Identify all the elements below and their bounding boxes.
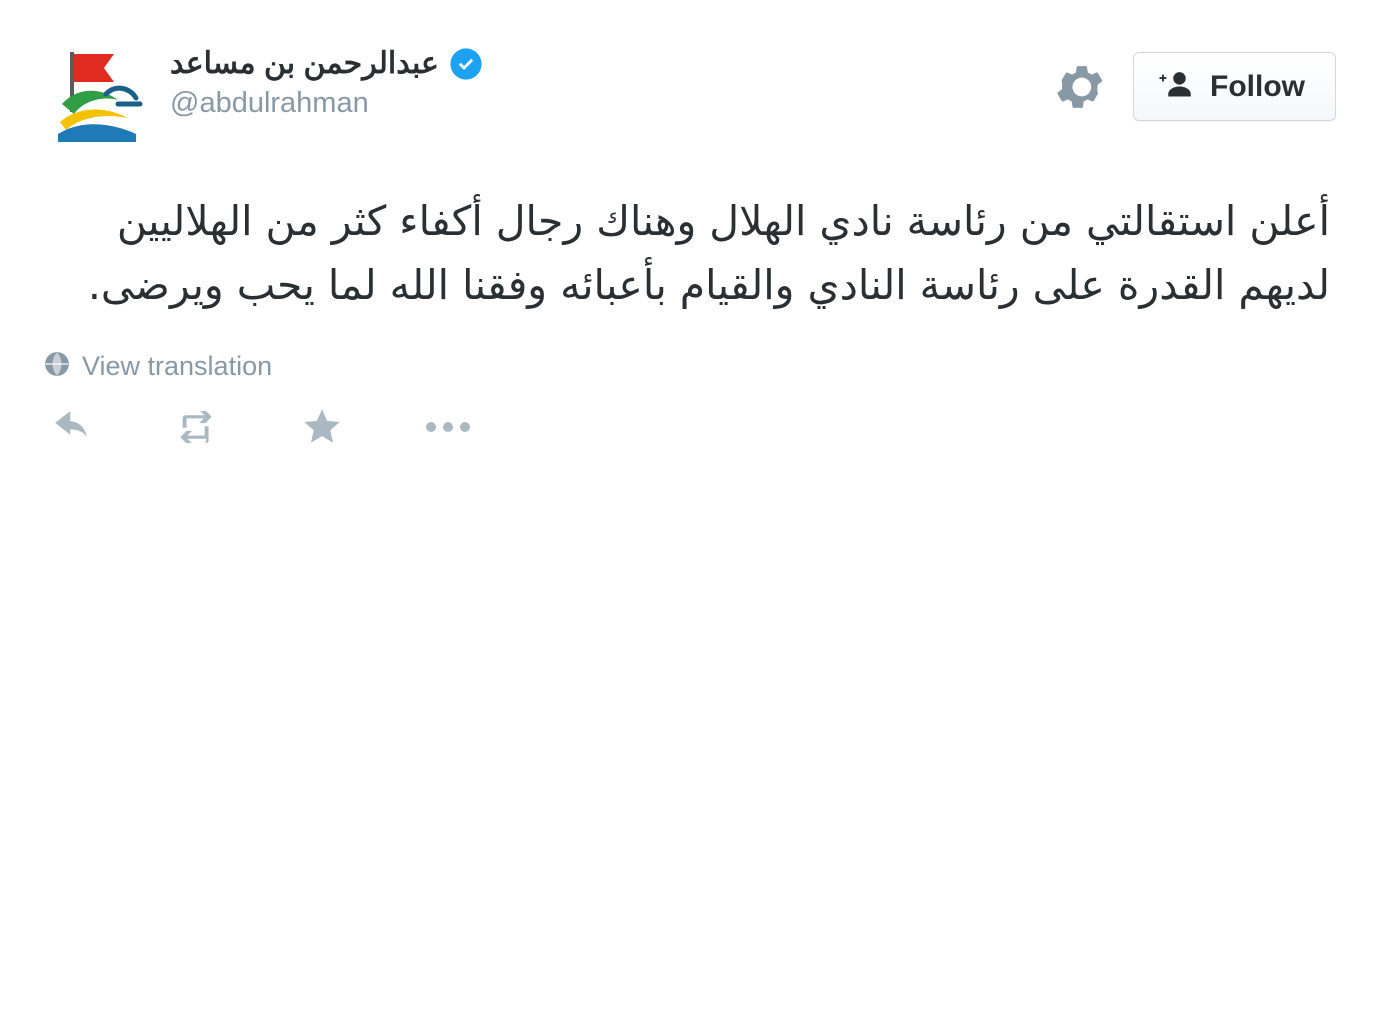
tweet-action-bar [44,408,1336,446]
follow-button[interactable] [1133,52,1336,121]
tweet-text: أعلن استقالتي من رئاسة نادي الهلال وهناك رجال أكفاء كثر من الهلاليين لديهم القدرة على رئاسة النادي والقيام بأعبائه وفقنا الله لما يحب ويرضى. [87,197,1330,309]
view-translation-button[interactable] [44,351,272,382]
view-translation-label: View translation [82,351,273,382]
gear-icon[interactable] [1057,62,1107,112]
avatar-image [44,42,152,150]
user-names [170,42,483,120]
dot [426,422,436,432]
reply-icon[interactable] [52,411,90,443]
globe-icon [44,351,70,382]
retweet-icon[interactable] [174,411,218,443]
favorite-star-icon[interactable] [302,408,342,446]
display-name[interactable]: عبدالرحمن بن مساعد [170,47,439,80]
dot [443,422,453,432]
avatar[interactable] [44,42,152,150]
follow-person-icon [1158,69,1196,104]
verified-badge-icon [449,47,483,81]
display-name-line [170,46,483,81]
user-block[interactable] [44,42,483,150]
more-options-icon[interactable] [426,422,470,432]
follow-button-label: Follow [1210,69,1305,103]
tweet-header [44,42,1336,150]
screen-name[interactable]: @abdulrahman [170,87,369,119]
dot [460,422,470,432]
header-actions [1057,42,1336,121]
